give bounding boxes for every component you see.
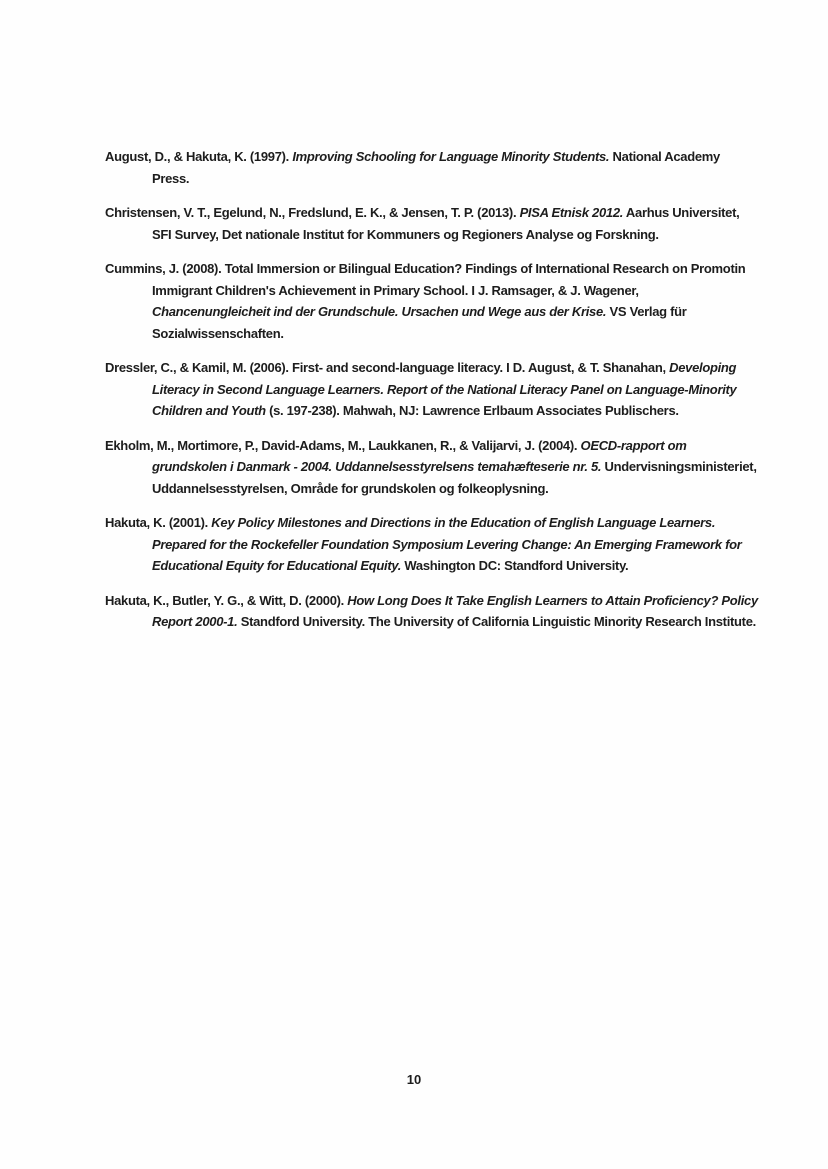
reference-entry [105, 357, 760, 422]
reference-text: Undervisningsministeriet, Uddannelsesstyrelsen, Område for grundskolen og folkeoplysning. [152, 459, 757, 496]
reference-text: August, D., & Hakuta, K. (1997). [105, 149, 293, 164]
reference-text: National Academy Press. [152, 149, 720, 186]
reference-text: Ekholm, M., Mortimore, P., David-Adams, M., Laukkanen, R., & Valijarvi, J. (2004). [105, 437, 581, 453]
reference-title-italic: PISA Etnisk 2012. [519, 205, 624, 220]
reference-entry [105, 258, 760, 344]
reference-text: Standford University. The University of California Linguistic Minority Research Institute. [237, 614, 756, 629]
reference-title-italic: OECD-rapport om grundskolen i Danmark - 2004. Uddannelsesstyrelsens temahæfteserie nr. 5. [152, 437, 687, 474]
reference-title-italic: Improving Schooling for Language Minority Students. [292, 149, 610, 164]
reference-entry [105, 512, 760, 577]
reference-text: Washington DC: Standford University. [401, 558, 629, 573]
reference-text: Dressler, C., & Kamil, M. (2006). First- and second-language literacy. I D. August, & T. Shanahan, [105, 360, 670, 375]
reference-text: Hakuta, K. (2001). [105, 515, 212, 530]
reference-text: Cummins, J. (2008). Total Immersion or Bilingual Education? Findings of International Research on Promotin Immigrant Children's Achievement in Primary School. I J. Ramsager, & J. Wagener, [105, 261, 746, 298]
reference-text: Christensen, V. T., Egelund, N., Fredslund, E. K., & Jensen, T. P. (2013). [105, 205, 520, 220]
page-number: 10 [406, 1072, 422, 1087]
reference-entry [105, 590, 760, 633]
reference-title-italic: How Long Does It Take English Learners to Attain Proficiency? Policy Report 2000-1. [152, 592, 758, 629]
reference-title-italic: Developing Literacy in Second Language Learners. Report of the National Literacy Panel on Language-Minority Children and Youth [152, 360, 737, 418]
reference-entry [105, 146, 760, 189]
reference-text: Hakuta, K., Butler, Y. G., & Witt, D. (2000). [105, 592, 348, 608]
reference-entry [105, 435, 760, 500]
references-list [105, 146, 760, 646]
reference-text: VS Verlag für Sozialwissenschaften. [152, 304, 687, 341]
reference-title-italic: Key Policy Milestones and Directions in the Education of English Language Learners. Prepared for the Rockefeller Foundation Symposium Levering Change: An Emerging Framework for Educational Equity for Educational Equity. [152, 515, 742, 573]
reference-entry [105, 202, 760, 245]
reference-text: Aarhus Universitet, SFI Survey, Det nationale Institut for Kommuners og Regioners Analyse og Forskning. [152, 205, 740, 242]
reference-title-italic: Chancenungleicheit ind der Grundschule. Ursachen und Wege aus der Krise. [152, 304, 607, 319]
reference-text: (s. 197-238). Mahwah, NJ: Lawrence Erlbaum Associates Publischers. [265, 403, 679, 418]
